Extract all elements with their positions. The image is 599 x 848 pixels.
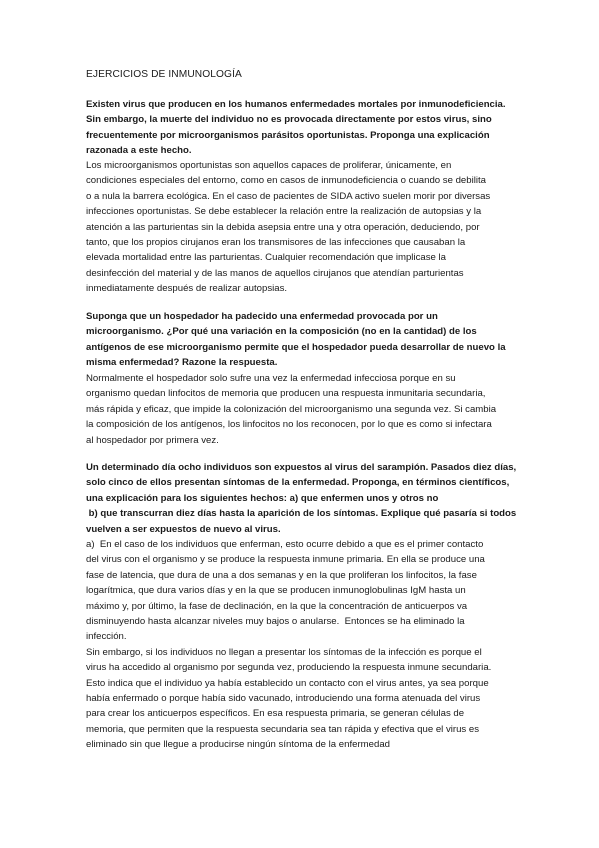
answer-2 <box>86 371 516 448</box>
question-1-line: Existen virus que producen en los humanos enfermedades mortales por inmunodeficiencia. <box>86 99 506 110</box>
question-1-line: razonada a este hecho. <box>86 145 192 157</box>
answer-1-line: condiciones especiales del entorno, como en casos de inmunodeficiencia o cuando se debilita <box>86 175 486 187</box>
answer-3-line: Sin embargo, si los individuos no llegan a presentar los síntomas de la infección es porque el <box>86 646 482 658</box>
answer-1-line: o a nula la barrera ecológica. En el caso de pacientes de SIDA activo suelen morir por diversas <box>86 190 491 202</box>
answer-1-line: desinfección del material y de las manos de aquellos cirujanos que atendían parturientas <box>86 267 464 279</box>
question-1 <box>86 97 516 159</box>
answer-3-line: máximo y, por último, la fase de declinación, en la que la concentración de anticuerpos va <box>86 600 468 612</box>
answer-1-line: Los microorganismos oportunistas son aquellos capaces de proliferar, únicamente, en <box>86 160 452 171</box>
question-3-line: vuelven a ser expuestos de nuevo al virus. <box>86 523 281 535</box>
answer-3-line: disminuyendo hasta alcanzar niveles muy bajos o anularse. Entonces se ha eliminado la <box>86 616 465 628</box>
answer-3-line: eliminado sin que llegue a producirse ningún síntoma de la enfermedad <box>86 739 390 751</box>
answer-1-line: inmediatamente después de realizar autopsias. <box>86 283 288 295</box>
question-2 <box>86 309 516 371</box>
answer-3-line: fase de latencia, que dura de una a dos semanas y en la que proliferan los linfocitos, la fase <box>86 569 477 581</box>
answer-3-line: a) En el caso de los individuos que enferman, esto ocurre debido a que es el primer contacto <box>86 539 484 550</box>
answer-3-line: Esto indica que el individuo ya había establecido un contacto con el virus antes, ya sea porque <box>86 677 489 689</box>
answer-2-line: al hospedador por primera vez. <box>86 434 219 446</box>
answer-3-line: logarítmica, que dura varios días y en la que se producen inmunoglobulinas IgM hasta un <box>86 585 466 597</box>
answer-3-line: para crear los anticuerpos específicos. En esa respuesta primaria, se generan células de <box>86 708 465 720</box>
answer-1-line: tanto, que los propios cirujanos eran los transmisores de las infecciones que causaban la <box>86 237 466 249</box>
question-2-line: misma enfermedad? Razone la respuesta. <box>86 357 278 369</box>
answer-3-line: infección. <box>86 631 127 643</box>
question-3 <box>86 460 516 537</box>
question-3-line: una explicación para los siguientes hechos: a) que enfermen unos y otros no <box>86 492 439 504</box>
document-title: EJERCICIOS DE INMUNOLOGÍA <box>86 69 242 80</box>
question-1-line: Sin embargo, la muerte del individuo no es provocada directamente por estos virus, sino <box>86 114 492 126</box>
answer-2-line: más rápida y eficaz, que impide la colonización del microorganismo una segunda vez. Si cambia <box>86 403 497 415</box>
question-1-line: frecuentemente por microorganismos parásitos oportunistas. Proponga una explicación <box>86 129 490 141</box>
answer-1-line: atención a las parturientas sin la debida asepsia entre una y otra operación, deduciendo, por <box>86 221 480 233</box>
answer-1 <box>86 158 516 297</box>
question-3-line: Un determinado día ocho individuos son expuestos al virus del sarampión. Pasados diez días, <box>86 462 517 473</box>
question-3-line: b) que transcurran diez días hasta la aparición de los síntomas. Explique qué pasaría si todos <box>86 508 517 520</box>
answer-2-line: la composición de los antígenos, los linfocitos no los reconocen, por lo que es como si infectara <box>86 419 492 431</box>
question-3-line: solo cinco de ellos presentan síntomas de la enfermedad. Proponga, en términos científicos, <box>86 477 510 489</box>
question-2-line: microorganismo. ¿Por qué una variación en la composición (no en la cantidad) de los <box>86 326 477 338</box>
answer-3 <box>86 537 516 753</box>
answer-1-line: elevada mortalidad entre las parturientas. Cualquier recomendación que implicase la <box>86 252 446 264</box>
answer-3-line: había enfermado o porque había sido vacunado, introduciendo una forma atenuada del virus <box>86 693 481 705</box>
answer-1-line: infecciones oportunistas. Se debe establecer la relación entre la realización de autopsias y la <box>86 206 482 218</box>
answer-2-line: Normalmente el hospedador solo sufre una vez la enfermedad infecciosa porque en su <box>86 373 456 384</box>
answer-2-line: organismo quedan linfocitos de memoria que producen una respuesta inmunitaria secundaria, <box>86 388 486 400</box>
question-2-line: Suponga que un hospedador ha padecido una enfermedad provocada por un <box>86 311 438 322</box>
answer-3-line: memoria, que permiten que la respuesta secundaria sea tan rápida y efectiva que el virus es <box>86 723 480 735</box>
answer-3-line: virus ha accedido al organismo por segunda vez, produciendo la respuesta inmune secundaria. <box>86 662 492 674</box>
answer-3-line: del virus con el organismo y se produce la respuesta inmune primaria. En ella se produce una <box>86 554 485 566</box>
question-2-line: antígenos de ese microorganismo permite que el hospedador pueda desarrollar de nuevo la <box>86 341 506 353</box>
